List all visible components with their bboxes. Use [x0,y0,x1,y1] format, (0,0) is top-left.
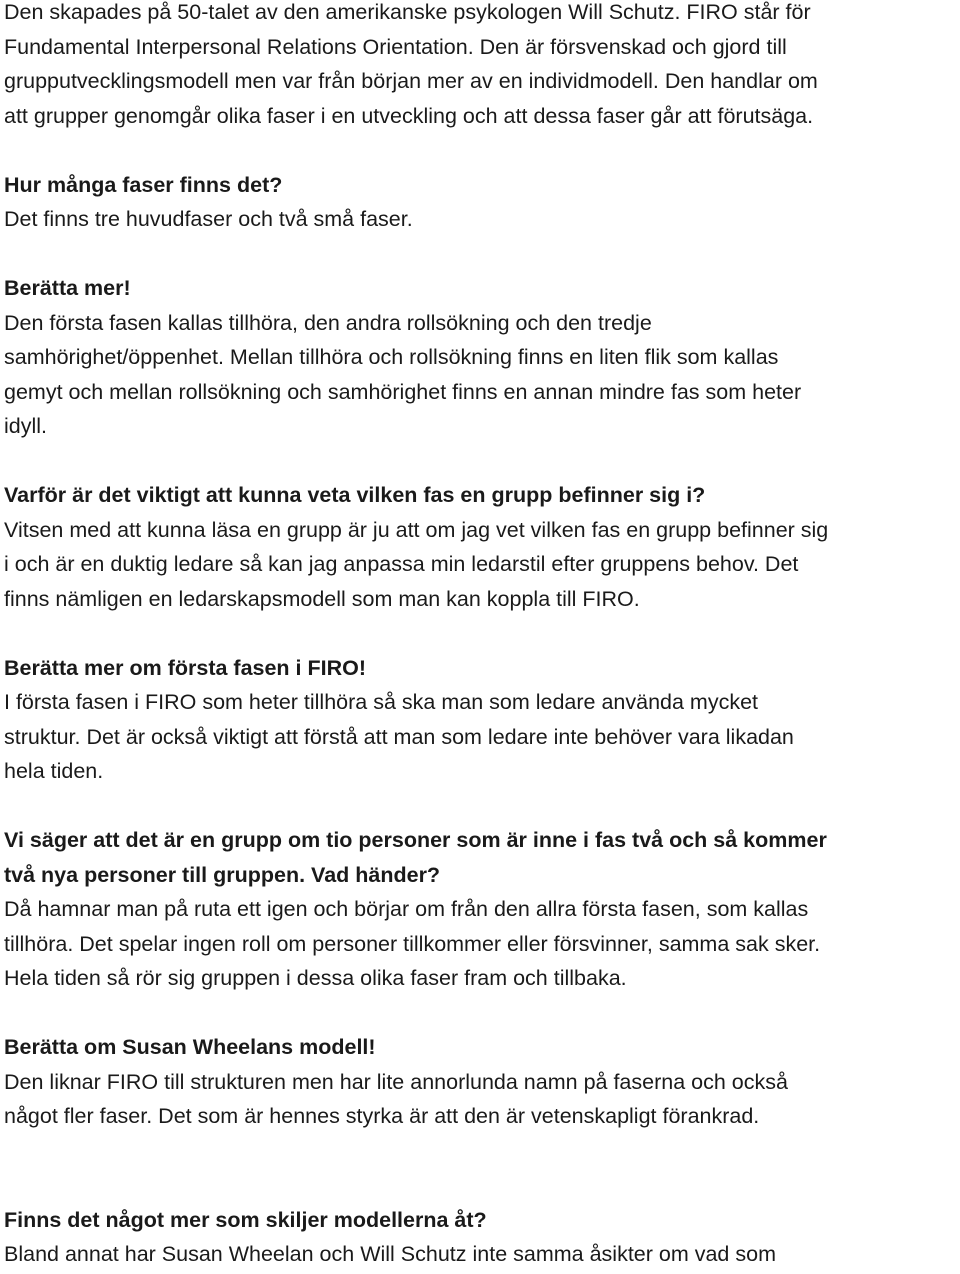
text-line: Den skapades på 50-talet av den amerikanske psykologen Will Schutz. FIRO står för [4,0,811,24]
answer-line: Det finns tre huvudfaser och två små faser. [4,207,413,231]
question-heading: Varför är det viktigt att kunna veta vilken fas en grupp befinner sig i? [4,483,706,507]
answer-line: I första fasen i FIRO som heter tillhöra så ska man som ledare använda mycket [4,690,759,714]
paragraph-gap [4,237,960,272]
answer-line: Vitsen med att kunna läsa en grupp är ju att om jag vet vilken fas en grupp befinner sig [4,517,829,542]
question-heading: två nya personer till gruppen. Vad händer? [4,862,441,887]
answer-line: tillhöra. Det spelar ingen roll om personer tillkommer eller försvinner, samma sak sker. [4,931,821,956]
question-heading: Berätta mer om första fasen i FIRO! [4,655,367,680]
paragraph-gap [4,444,960,479]
qa-block [4,478,960,616]
paragraph-gap [4,1134,960,1203]
question-heading: Berätta om Susan Wheelans modell! [4,1035,376,1059]
qa-block [4,168,960,237]
qa-block [4,271,960,444]
question-heading: Vi säger att det är en grupp om tio personer som är inne i fas två och så kommer [4,828,827,852]
paragraph-gap [4,789,960,824]
answer-line: i och är en duktig ledare så kan jag anpassa min ledarstil efter gruppens behov. Det [4,552,799,576]
answer-line: Bland annat har Susan Wheelan och Will Schutz inte samma åsikter om vad som [4,1242,776,1266]
answer-line: idyll. [4,414,48,438]
answer-line: gemyt och mellan rollsökning och samhörighet finns en annan mindre fas som heter [4,379,802,404]
document-page [4,0,960,1272]
text-line: grupputvecklingsmodell men var från början mer av en individmodell. Den handlar om [4,69,818,93]
answer-line: Den första fasen kallas tillhöra, den andra rollsökning och den tredje [4,310,652,335]
answer-line: hela tiden. [4,759,104,783]
qa-block [4,1203,960,1272]
answer-line: Hela tiden så rör sig gruppen i dessa olika faser fram och tillbaka. [4,966,627,990]
text-line: Fundamental Interpersonal Relations Orientation. Den är försvenskad och gjord till [4,34,787,59]
intro-paragraph [4,0,960,133]
paragraph-gap [4,996,960,1031]
qa-block [4,651,960,789]
paragraph-gap [4,616,960,651]
answer-line: finns nämligen en ledarskapsmodell som man kan koppla till FIRO. [4,586,640,611]
qa-block [4,1030,960,1134]
question-heading: Berätta mer! [4,276,131,300]
text-line: att grupper genomgår olika faser i en utveckling och att dessa faser går att förutsäga. [4,103,814,128]
question-heading: Hur många faser finns det? [4,172,283,197]
answer-line: något fler faser. Det som är hennes styrka är att den är vetenskapligt förankrad. [4,1104,760,1128]
answer-line: samhörighet/öppenhet. Mellan tillhöra och rollsökning finns en liten flik som kallas [4,345,779,369]
answer-line: struktur. Det är också viktigt att förstå att man som ledare inte behöver vara likadan [4,724,794,749]
question-heading: Finns det något mer som skiljer modellerna åt? [4,1207,487,1232]
answer-line: Den liknar FIRO till strukturen men har lite annorlunda namn på faserna och också [4,1069,788,1094]
paragraph-gap [4,133,960,168]
answer-line: Då hamnar man på ruta ett igen och börjar om från den allra första fasen, som kallas [4,897,809,921]
qa-block [4,823,960,996]
